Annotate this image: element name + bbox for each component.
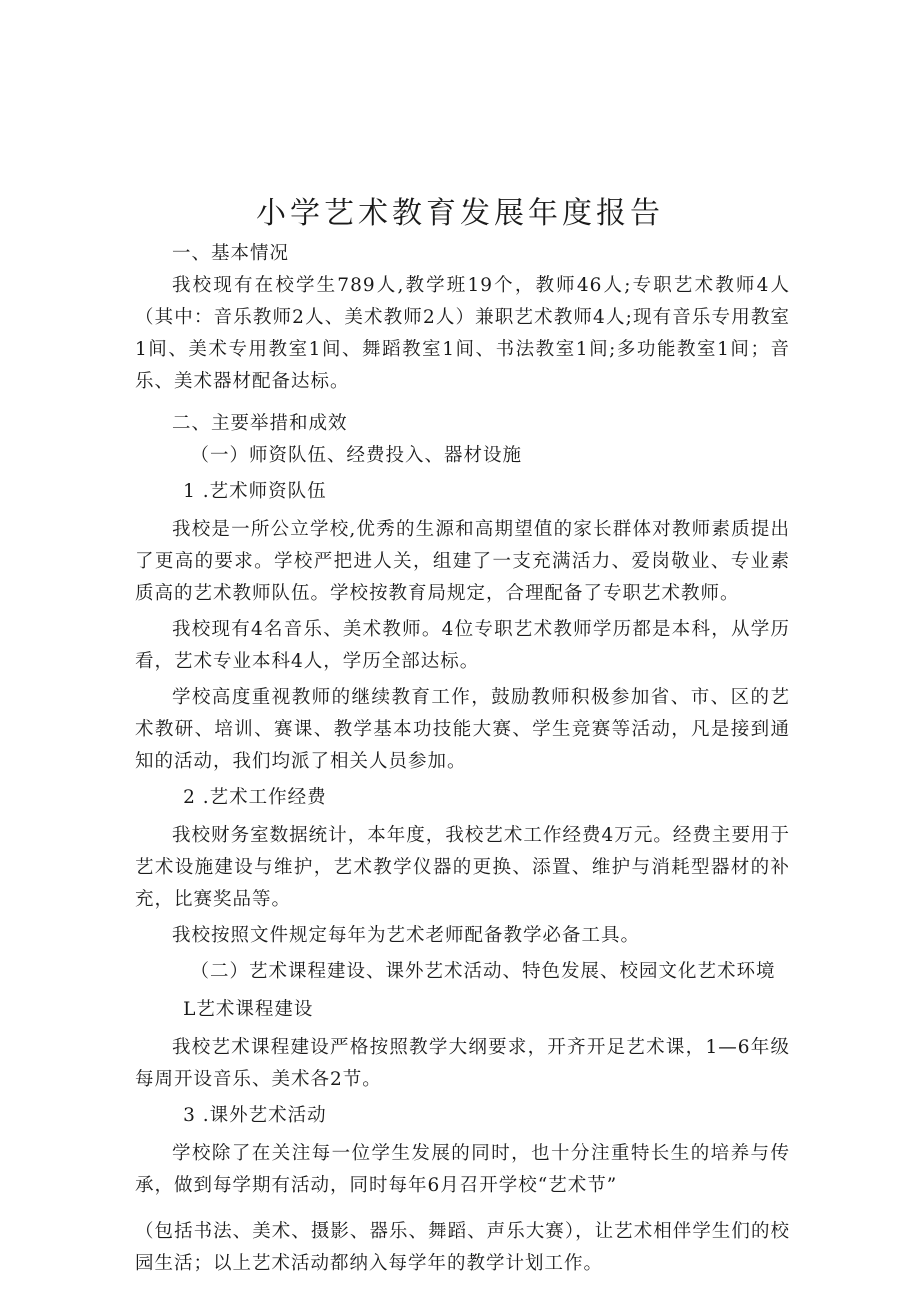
paragraph-teacher-degrees: 我校现有4名音乐、美术教师。4位专职艺术教师学历都是本科，从学历看，艺术专业本科4人，学历全部达标。 <box>135 619 790 672</box>
paragraph-curriculum: 我校艺术课程建设严格按照教学大纲要求，开齐开足艺术课，1—6年级每周开设音乐、美术各2节。 <box>135 1037 790 1090</box>
paragraph-tools: 我校按照文件规定每年为艺术老师配备教学必备工具。 <box>172 925 641 946</box>
item-heading-extracurricular: 3 .课外艺术活动 <box>183 1105 327 1126</box>
item-heading-curriculum: L艺术课程建设 <box>183 999 314 1020</box>
section-heading-basic-info: 一、基本情况 <box>172 243 290 264</box>
section-heading-measures: 二、主要举措和成效 <box>172 413 348 434</box>
paragraph-basic-info: 我校现有在校学生789人,教学班19个，教师46人;专职艺术教师4人（其中：音乐教师2人、美术教师2人）兼职艺术教师4人;现有音乐专用教室1间、美术专用教室1间、舞蹈教室1间、书法教室1间;多功能教室1间；音乐、美术器材配备达标。 <box>135 275 790 392</box>
paragraph-extracurricular: 学校除了在关注每一位学生发展的同时，也十分注重特长生的培养与传承，做到每学期有活动，同时每年6月召开学校“艺术节” <box>135 1143 790 1196</box>
item-heading-art-funding: 2 .艺术工作经费 <box>183 787 327 808</box>
paragraph-school-teachers: 我校是一所公立学校,优秀的生源和高期望值的家长群体对教师素质提出了更高的要求。学校严把进人关，组建了一支充满活力、爱岗敬业、专业素质高的艺术教师队伍。学校按教育局规定，合理配备了专职艺术教师。 <box>135 519 790 604</box>
paragraph-art-festival: （包括书法、美术、摄影、器乐、舞蹈、声乐大赛），让艺术相伴学生们的校园生活；以上艺术活动都纳入每学年的教学计划工作。 <box>135 1221 790 1274</box>
document-body <box>135 238 790 1284</box>
subsection-heading-teachers-funding: （一）师资队伍、经费投入、器材设施 <box>190 445 523 466</box>
paragraph-continuing-education: 学校高度重视教师的继续教育工作，鼓励教师积极参加省、市、区的艺术教研、培训、赛课、教学基本功技能大赛、学生竞赛等活动，凡是接到通知的活动，我们均派了相关人员参加。 <box>135 687 790 772</box>
item-heading-art-teachers: 1 .艺术师资队伍 <box>183 481 327 502</box>
document-title: 小学艺术教育发展年度报告 <box>256 196 664 232</box>
paragraph-funding: 我校财务室数据统计，本年度，我校艺术工作经费4万元。经费主要用于艺术设施建设与维护，艺术教学仪器的更换、添置、维护与消耗型器材的补充，比赛奖品等。 <box>135 825 790 910</box>
subsection-heading-curriculum-activities: （二）艺术课程建设、课外艺术活动、特色发展、校园文化艺术环境 <box>190 961 776 982</box>
